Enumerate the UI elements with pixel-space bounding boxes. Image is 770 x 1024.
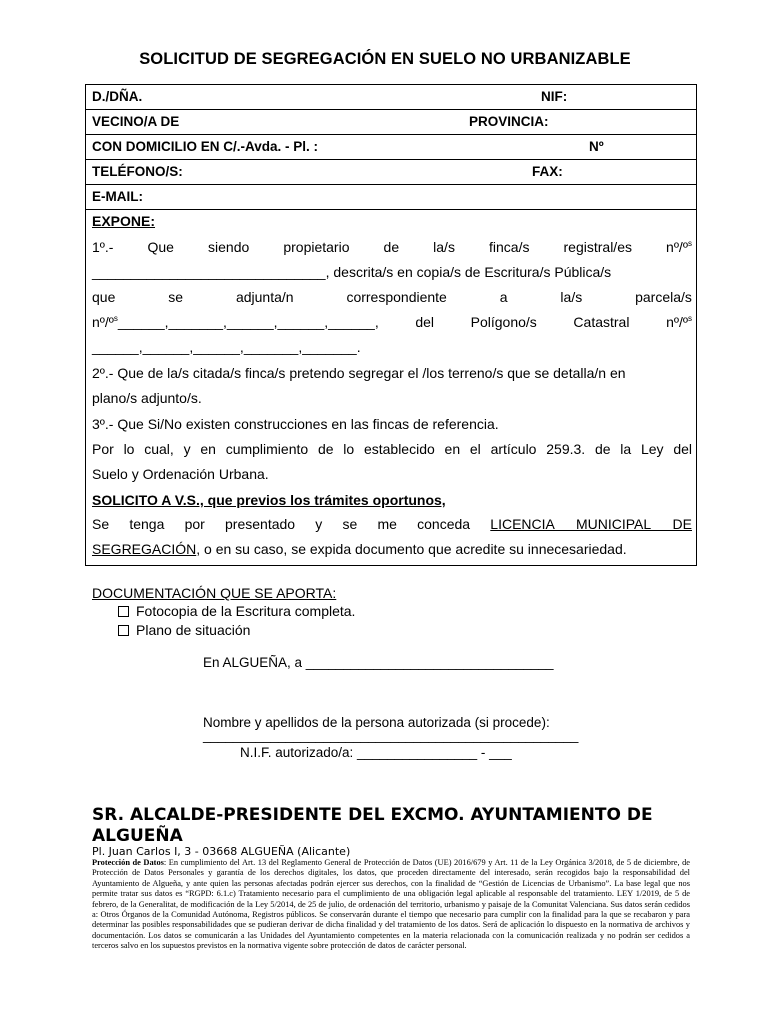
solicito-heading: SOLICITO A V.S., que previos los trámites oportunos, [92, 492, 446, 508]
word: adjunta/n [235, 289, 294, 305]
p2-line2: plano/s adjunto/s. [92, 390, 202, 406]
word: Por [92, 441, 114, 457]
word: lo [123, 441, 135, 457]
p3-line: 3º.- Que Si/No existen construcciones en las fincas de referencia. [92, 416, 499, 432]
word: presentado [225, 516, 296, 532]
word: el [469, 441, 481, 457]
word: siendo [208, 239, 250, 255]
word: la/s [433, 239, 455, 255]
word: del [415, 314, 435, 330]
authorized-person-label: Nombre y apellidos de la persona autorizada (si procede): [203, 715, 550, 730]
number-label: Nº [589, 139, 604, 154]
place-date-line[interactable]: En ALGUEÑA, a _________________________________ [203, 655, 554, 670]
word: nº/º [666, 314, 688, 330]
word: propietario [283, 239, 350, 255]
nif-label: NIF: [541, 89, 568, 104]
word: Polígono/s [470, 314, 537, 330]
word: nº/º [92, 314, 114, 330]
word: 259.3. [546, 441, 586, 457]
word: la [620, 441, 632, 457]
word: y [315, 516, 323, 532]
word: la/s [560, 289, 583, 305]
word: tenga [129, 516, 165, 532]
word: por [184, 516, 205, 532]
authorized-name-line[interactable]: __________________________________________________ [203, 728, 579, 743]
town-hall-address: Pl. Juan Carlos I, 3 - 03668 ALGUEÑA (Alicante) [92, 845, 351, 858]
parcel-numbers [92, 314, 379, 336]
word: 1º.- [92, 239, 114, 255]
word: en [200, 441, 216, 457]
blank-finca[interactable]: ______________________________ [92, 264, 326, 280]
segregation-underlined: SEGREGACIÓN [92, 541, 197, 557]
doc-item-escritura[interactable] [118, 603, 355, 619]
superscript: s [687, 239, 692, 248]
data-protection-text: : En cumplimiento del Art. 13 del Reglamento General de Protección de Datos (UE) 2016/679 y Art. 11 de la Ley Orgánica 3/2018, de 5 de diciembre, de Protección de Datos Personales y garantía de los derechos digitales, los datos, que proceden directamente del interesado, serán recogidos bajo la responsabilidad del Ayuntamiento de Algueña, y ante quien las personas afectadas podrán ejercer sus derechos, con la finalidad de “Gestión de Licencias de Urbanismo”. La base legal que nos permite tratar sus datos es “RGPD: 6.1.c) Tratamiento necesario para el cumplimiento de una obligación legal aplicable al responsable del tratamiento. LEY 1/2019, de 5 de febrero, de la Generalitat, de modificación de la Ley 5/2014, de 25 de julio, de ordenación del territorio, urbanismo y paisaje de la Comunitat Valenciana. Sus datos serán cedidos a: Otros Órganos de la Comunidad Autónoma, Registros públicos. Se conservarán durante el tiempo que necesario para cumplir con la finalidad para la que se recabaron y para determinar las posibles responsabilidades que se pudieran derivar de dicha finalidad y del tratamiento de los datos. Será de aplicación lo dispuesto en la normativa de archivos y documentación. Los datos se comunicarán a las Unidades del Ayuntamiento competentes en la materia relacionada con la comunicación realizada y no podrán ser cedidos a terceros salvo en los supuestos previstos en la normativa vigente sobre protección de datos de carácter personal. [92, 858, 690, 951]
recipient-title: SR. ALCALDE-PRESIDENTE DEL EXCMO. AYUNTAMIENTO DE ALGUEÑA [92, 805, 653, 846]
row-address [86, 135, 696, 160]
word: a [499, 289, 508, 305]
word: conceda [417, 516, 471, 532]
expone-heading: EXPONE: [92, 213, 156, 229]
word: de [383, 239, 400, 255]
word: nº/º [666, 239, 688, 255]
vecino-label: VECINO/A DE [92, 114, 180, 129]
p4-line1 [92, 441, 692, 463]
word: del [673, 441, 692, 457]
word: me [377, 516, 397, 532]
word: Que [147, 239, 174, 255]
authorized-nif-line[interactable]: N.I.F. autorizado/a: ________________ - ___ [240, 745, 512, 760]
name-label: D./DÑA. [92, 89, 143, 104]
word: establecido [363, 441, 435, 457]
solicito-line2 [92, 541, 692, 563]
p1-line2 [92, 264, 692, 286]
word: se [168, 289, 184, 305]
document-title: SOLICITUD DE SEGREGACIÓN EN SUELO NO URBANIZABLE [139, 50, 631, 68]
word: Catastral [573, 314, 630, 330]
word: cumplimiento [225, 441, 309, 457]
word: de [317, 441, 334, 457]
row-email [86, 185, 696, 210]
word: en [444, 441, 461, 457]
word: que [92, 289, 116, 305]
data-protection-notice [92, 858, 690, 952]
word: de [594, 441, 611, 457]
row-phone [86, 160, 696, 185]
word: cual, [144, 441, 174, 457]
license-type-underlined: LICENCIA MUNICIPAL DE [490, 516, 692, 532]
row-name [86, 85, 696, 110]
word: Se [92, 516, 110, 532]
documentation-heading: DOCUMENTACIÓN QUE SE APORTA: [92, 585, 337, 601]
data-protection-label: Protección de Datos [92, 858, 164, 867]
word: y [183, 441, 191, 457]
p1-line1 [92, 239, 692, 261]
superscript: s [113, 314, 118, 323]
telefono-label: TELÉFONO/S: [92, 164, 183, 179]
word: finca/s [489, 239, 530, 255]
finca-number-label [666, 239, 692, 261]
provincia-label: PROVINCIA: [469, 114, 549, 129]
row-residence [86, 110, 696, 135]
word: Ley [640, 441, 664, 457]
blank-poligonos[interactable]: ______,______,______,_______,_______. [92, 339, 361, 355]
email-label: E-MAIL: [92, 189, 143, 204]
checkbox-icon[interactable] [118, 625, 129, 636]
word: correspondiente [346, 289, 447, 305]
domicilio-label: CON DOMICILIO EN C/.-Avda. - Pl. : [92, 139, 319, 154]
application-form [85, 84, 697, 566]
doc-item-label: Fotocopia de la Escritura completa. [136, 603, 356, 619]
superscript: s [687, 314, 692, 323]
p1-line2-text: , descrita/s en copia/s de Escritura/s Pública/s [325, 264, 612, 280]
doc-item-plano[interactable] [118, 622, 250, 638]
word: lo [343, 441, 355, 457]
word: parcela/s [635, 289, 692, 305]
word: artículo [490, 441, 537, 457]
p1-line3 [92, 289, 692, 311]
solicito-line2-text: , o en su caso, se expida documento que acredite su innecesariedad. [196, 541, 627, 557]
p2-line1: 2º.- Que de la/s citada/s finca/s pretendo segregar el /los terreno/s que se detalla/n en [92, 365, 626, 381]
fax-label: FAX: [532, 164, 563, 179]
word: se [342, 516, 358, 532]
p1-line4 [92, 314, 692, 336]
checkbox-icon[interactable] [118, 606, 129, 617]
blank-parcels[interactable]: ______,_______,______,______,______, [117, 314, 379, 330]
poligono-number-label [666, 314, 692, 336]
word: registral/es [563, 239, 632, 255]
p4-line2: Suelo y Ordenación Urbana. [92, 466, 269, 482]
solicito-line1 [92, 516, 692, 538]
doc-item-label: Plano de situación [136, 622, 251, 638]
